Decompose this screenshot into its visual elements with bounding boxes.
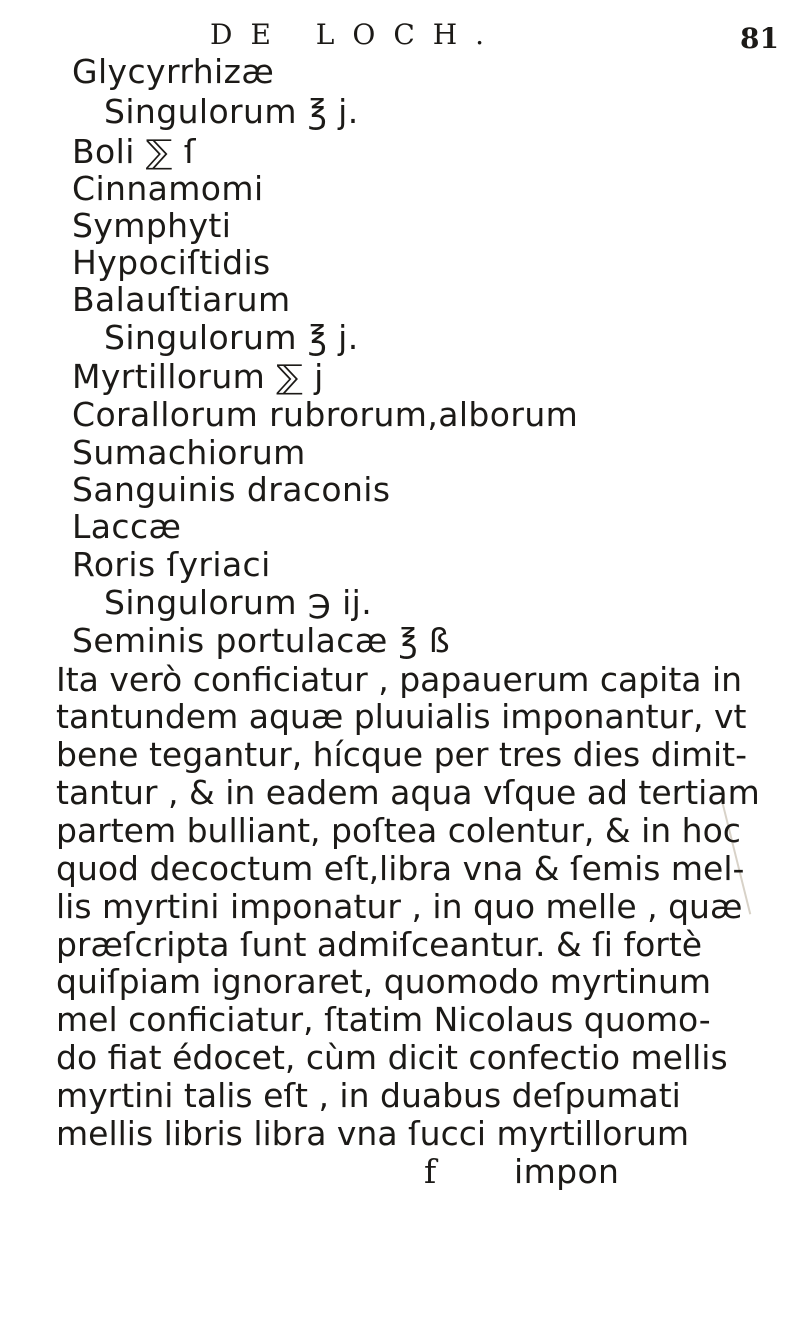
recipe-line: Hypociſtidis <box>72 243 271 282</box>
prose-line: partem bulliant, poſtea colentur, & in hoc <box>56 811 741 850</box>
recipe-line: Seminis portulacæ ℥ ß <box>72 621 451 660</box>
prose-line: bene tegantur, hícque per tres dies dimit- <box>56 735 748 774</box>
prose-line: lis myrtini imponatur , in quo melle , quæ <box>56 887 743 926</box>
catchword: impon <box>514 1152 620 1191</box>
recipe-line: Glycyrrhizæ <box>72 52 275 91</box>
recipe-line: Sumachiorum <box>72 433 306 472</box>
running-title: DE LOCH. <box>210 18 503 51</box>
prose-line: mel conficiatur, ſtatim Nicolaus quomo- <box>56 1000 711 1039</box>
recipe-line: Corallorum rubrorum,alborum <box>72 395 579 434</box>
signature-mark: f <box>424 1152 437 1191</box>
prose-line: quiſpiam ignoraret, quomodo myrtinum <box>56 962 712 1001</box>
recipe-line: Singulorum ℈ ij. <box>104 583 373 622</box>
prose-line: do fiat édocet, cùm dicit confectio mellis <box>56 1038 728 1077</box>
recipe-line: Sanguinis draconis <box>72 470 391 509</box>
prose-line: Ita verò conficiatur , papauerum capita in <box>56 660 743 699</box>
recipe-line: Boli ⅀ ſ <box>72 132 196 171</box>
recipe-line: Singulorum ℥ j. <box>104 92 359 131</box>
recipe-line: Roris ſyriaci <box>72 545 271 584</box>
recipe-line: Balauſtiarum <box>72 280 291 319</box>
prose-line: mellis libris libra vna ſucci myrtillorum <box>56 1114 690 1153</box>
page-number: 81 <box>740 22 779 55</box>
recipe-line: Laccæ <box>72 507 182 546</box>
prose-line: præſcripta ſunt admiſceantur. & ſi fortè <box>56 925 703 964</box>
prose-line: quod decoctum eſt,libra vna & ſemis mel- <box>56 849 745 888</box>
recipe-line: Cinnamomi <box>72 169 264 208</box>
prose-line: tantur , & in eadem aqua vſque ad tertiam <box>56 773 760 812</box>
prose-line: myrtini talis eſt , in duabus deſpumati <box>56 1076 681 1115</box>
prose-line: tantundem aquæ pluuialis imponantur, vt <box>56 697 747 736</box>
recipe-line: Symphyti <box>72 206 232 245</box>
recipe-line: Myrtillorum ⅀ j <box>72 357 324 396</box>
recipe-line: Singulorum ℥ j. <box>104 318 359 357</box>
